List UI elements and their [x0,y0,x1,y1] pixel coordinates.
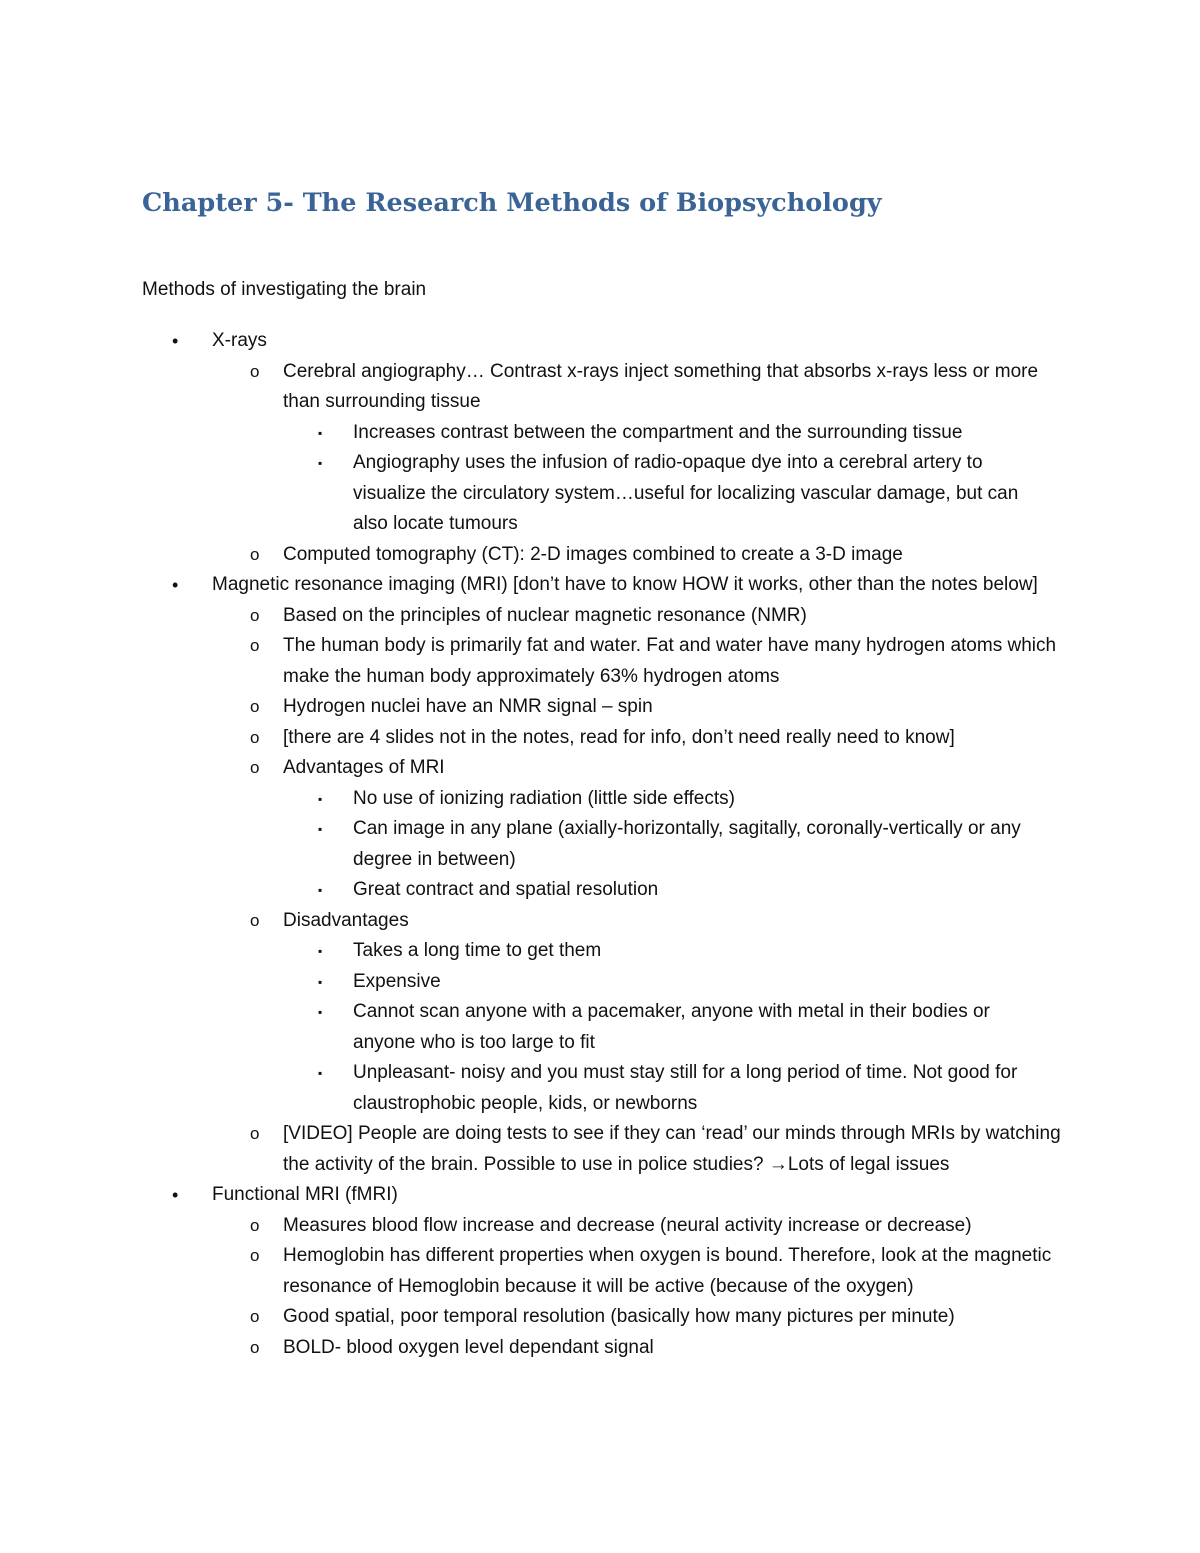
list-item-text: Can image in any plane (axially-horizontally, sagitally, coronally-vertically or any degree in between) [353,818,1021,870]
list-item-level-3 [0,814,1053,875]
list-item-text: BOLD- blood oxygen level dependant signal [283,1336,654,1358]
circle-bullet-icon: o [250,1307,260,1326]
list-item-text: Hemoglobin has different properties when oxygen is bound. Therefore, look at the magnetic resonance of Hemoglobin because it will be active (because of the oxygen) [283,1245,1052,1297]
square-bullet-icon: ▪ [318,456,323,470]
list-item-text: Measures blood flow increase and decrease (neural activity increase or decrease) [283,1214,972,1236]
list-item-level-2 [0,906,1063,937]
circle-bullet-icon: o [250,758,260,777]
circle-bullet-icon: o [250,697,260,716]
list-item-text: Functional MRI (fMRI) [212,1184,398,1205]
list-item-level-3 [0,875,1053,906]
circle-bullet-icon: o [250,1246,260,1265]
list-item-text: Cerebral angiography… Contrast x-rays inject something that absorbs x-rays less or more than surrounding tissue [283,360,1039,412]
square-bullet-icon: ▪ [318,425,323,440]
list-item-text: Based on the principles of nuclear magnetic resonance (NMR) [283,604,807,626]
list-item-level-2 [0,692,1063,723]
list-item-level-1 [0,1180,1072,1211]
list-item-text: Cannot scan anyone with a pacemaker, anyone with metal in their bodies or anyone who is too large to fit [353,1001,990,1053]
list-item-level-2 [0,601,1063,632]
list-item-text: The human body is primarily fat and water. Fat and water have many hydrogen atoms which make the human body approximately 63% hydrogen atoms [283,635,1057,687]
square-bullet-icon: ▪ [318,944,323,958]
square-bullet-icon: ▪ [318,1066,323,1080]
square-bullet-icon: ▪ [318,974,323,989]
circle-bullet-icon: o [250,636,260,655]
circle-bullet-icon: o [250,1337,260,1357]
square-bullet-icon: ▪ [318,883,323,897]
bullet-icon: • [172,575,179,595]
list-item-text: Hydrogen nuclei have an NMR signal – spin [283,696,653,717]
list-item-level-2 [0,1211,1063,1242]
list-item-level-2 [0,1333,1063,1364]
list-item-text: Takes a long time to get them [353,940,602,961]
list-item-text: Disadvantages [283,909,409,931]
list-item-level-3 [0,936,1053,967]
list-item-text: Great contract and spatial resolution [353,879,659,900]
bullet-outline [0,326,1200,1363]
bullet-icon: • [172,331,179,351]
list-item-level-2 [0,357,1063,418]
list-item-text: Good spatial, poor temporal resolution (basically how many pictures per minute) [283,1306,955,1327]
list-item-text: [there are 4 slides not in the notes, read for info, don’t need really need to know] [283,726,955,748]
list-item-level-3 [0,418,1053,449]
circle-bullet-icon: o [250,1124,260,1143]
list-item-text: X-rays [212,330,267,351]
square-bullet-icon: ▪ [318,791,323,806]
circle-bullet-icon: o [250,727,260,747]
circle-bullet-icon: o [250,910,260,930]
list-item-text: Computed tomography (CT): 2-D images combined to create a 3-D image [283,543,903,565]
list-item-text: [VIDEO] People are doing tests to see if they can ‘read’ our minds through MRIs by watching the activity of the brain. Possible to use in police studies? →Lots of legal issues [283,1123,1061,1175]
list-item-level-2 [0,631,1063,692]
list-item-text: Unpleasant- noisy and you must stay still for a long period of time. Not good for claustrophobic people, kids, or newborns [353,1062,1018,1114]
square-bullet-icon: ▪ [318,1005,323,1019]
list-item-level-1 [0,570,1072,601]
list-item-level-3 [0,784,1053,815]
circle-bullet-icon: o [250,605,260,625]
square-bullet-icon: ▪ [318,822,323,836]
list-item-level-2 [0,723,1063,754]
list-item-text: Angiography uses the infusion of radio-opaque dye into a cerebral artery to visualize the circulatory system…useful for localizing vascular damage, but can also locate tumours [353,452,1019,534]
circle-bullet-icon: o [250,544,260,564]
list-item-text: Expensive [353,970,441,992]
list-item-level-3 [0,997,1053,1058]
list-item-text: Advantages of MRI [283,757,445,778]
circle-bullet-icon: o [250,361,260,381]
section-intro: Methods of investigating the brain [142,279,427,300]
bullet-icon: • [172,1185,179,1205]
page-title: Chapter 5- The Research Methods of Biopsychology [142,188,882,218]
circle-bullet-icon: o [250,1215,260,1235]
list-item-level-1 [0,326,1072,357]
list-item-level-3 [0,967,1053,998]
list-item-text: Increases contrast between the compartment and the surrounding tissue [353,421,963,443]
list-item-text: No use of ionizing radiation (little side effects) [353,787,735,809]
list-item-level-2 [0,1302,1063,1333]
list-item-level-2 [0,753,1063,784]
list-item-text: Magnetic resonance imaging (MRI) [don’t have to know HOW it works, other than the notes below] [212,574,1038,595]
list-item-level-2 [0,1241,1063,1302]
list-item-level-3 [0,1058,1053,1119]
list-item-level-2 [0,540,1063,571]
list-item-level-2 [0,1119,1063,1180]
list-item-level-3 [0,448,1053,540]
